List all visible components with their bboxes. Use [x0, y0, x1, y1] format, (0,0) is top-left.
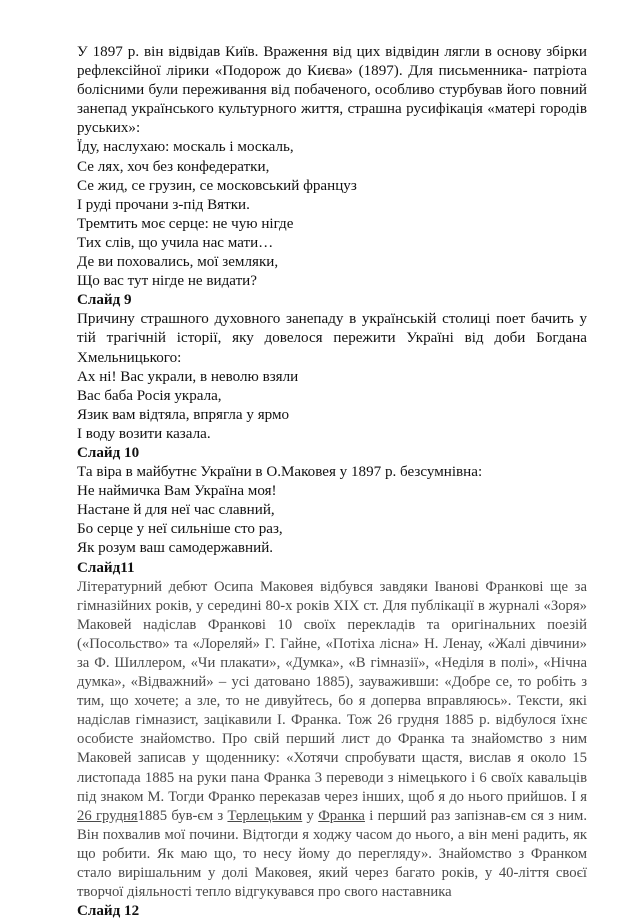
- slide-9-paragraph: Причину страшного духовного занепаду в українській столиці поет бачить у тій трагічній історії, яку довелося пережити Україні від доби Богдана Хмельницького:: [77, 311, 587, 366]
- document-body: [77, 43, 587, 921]
- slide-9-heading: Слайд 9: [77, 292, 132, 309]
- date-link[interactable]: 26 грудня: [77, 807, 138, 824]
- terletskyi-link[interactable]: Терлецьким: [227, 807, 303, 824]
- poem-line: Вас баба Росія украла,: [77, 387, 222, 404]
- poem-line: Як розум ваш самодержавний.: [77, 540, 274, 557]
- poem-line: Ах ні! Вас украли, в неволю взяли: [77, 368, 299, 385]
- intro-paragraph: У 1897 р. він відвідав Київ. Враження від цих відвідин лягли в основу збірки рефлексійної лірики «Подорож до Києва» (1897). Для письменника- патріота болісними були переживання від побаченого, особливо стурбував його повний занепад українського культурного життя, страшна русифікація «матері городів руських»:: [77, 44, 587, 137]
- slide-12-heading: Слайд 12: [77, 903, 140, 920]
- poem-line: Язик вам відтяла, впрягла у ярмо: [77, 406, 290, 423]
- poem-line: Їду, наслухаю: москаль і москаль,: [77, 139, 294, 156]
- slide-11-paragraph: [77, 578, 587, 903]
- poem-line: Не наймичка Вам Україна моя!: [77, 483, 277, 500]
- poem-line: Де ви поховались, мої земляки,: [77, 254, 279, 271]
- franko-link[interactable]: Франка: [318, 807, 365, 824]
- slide-11-heading: Слайд11: [77, 559, 135, 576]
- paragraph-text: Літературний дебют Осипа Маковея відбувся завдяки Іванові Франкові ще за гімназійних років, у середині 80-х років XIX ст. Для публікації в журналі «Зоря» Маковей надіслав Франкові 10 своїх перекладів та оригінальних поезій («Посольство» та «Лореляй» Г. Гайне, «Потіха лісна» Н. Ленау, «Жалі дівчини» за Ф. Шиллером, «Чи плакати», «Думка», «В гімназії», «Неділя в полі», «Нічна думка», «Відважний» – усі датовано 1885), зауваживши: «Добре се, то робіть з тим, що хочете; а зле, то не дивуйтесь, бо я доперва вправляюсь». Тексти, які надіслав гімназист, зацікавили І. Франка. Тож 26 грудня 1885 р. відбулося їхнє особисте знайомство. Про свій перший лист до Франка та знайомство з ним Маковей записав у щоденнику: «Хотячи спробувати щастя, вислав я около 15 листопада 1885 на руки пана Франка 3 переводи з німецького і 6 своїх кавальців під знаком М. Тогди Франко переказав через інших, щоб я до нього прийшов. І я: [77, 578, 587, 805]
- poem-line: Настане й для неї час славний,: [77, 502, 275, 519]
- paragraph-text: у: [302, 807, 319, 824]
- poem-line: Бо серце у неї сильніше сто раз,: [77, 521, 283, 538]
- paragraph-text: 1885 був-єм з: [137, 807, 228, 824]
- poem-line: Тремтить моє серце: не чую нігде: [77, 215, 294, 232]
- poem-line: І воду возити казала.: [77, 425, 211, 442]
- poem-line: Що вас тут нігде не видати?: [77, 273, 257, 290]
- poem-line: Тих слів, що учила нас мати…: [77, 234, 274, 251]
- slide-10-paragraph: Та віра в майбутнє України в О.Маковея у 1897 р. безсумнівна:: [77, 464, 483, 481]
- poem-stolen: [77, 368, 587, 444]
- poem-kyiv: [77, 138, 587, 291]
- poem-line: Се жид, се грузин, се московський француз: [77, 177, 357, 194]
- slide-10-heading: Слайд 10: [77, 444, 140, 461]
- paragraph-text: і перший раз запізнав-єм ся з ним. Він похвалив мої почини. Відтогди я ходжу часом до нього, а він мені радить, як що робити. Як маю що, то несу йому до перегляду». Знайомство з Франком стало вирішальним у долі Маковея, який через багато років, у 40-ліття своєї творчої діяльності тепло відгукувався про свого наставника: [77, 807, 588, 901]
- poem-ukraine: [77, 482, 587, 558]
- poem-line: Се лях, хоч без конфедератки,: [77, 158, 270, 175]
- poem-line: І руді прочани з-під Вятки.: [77, 196, 250, 213]
